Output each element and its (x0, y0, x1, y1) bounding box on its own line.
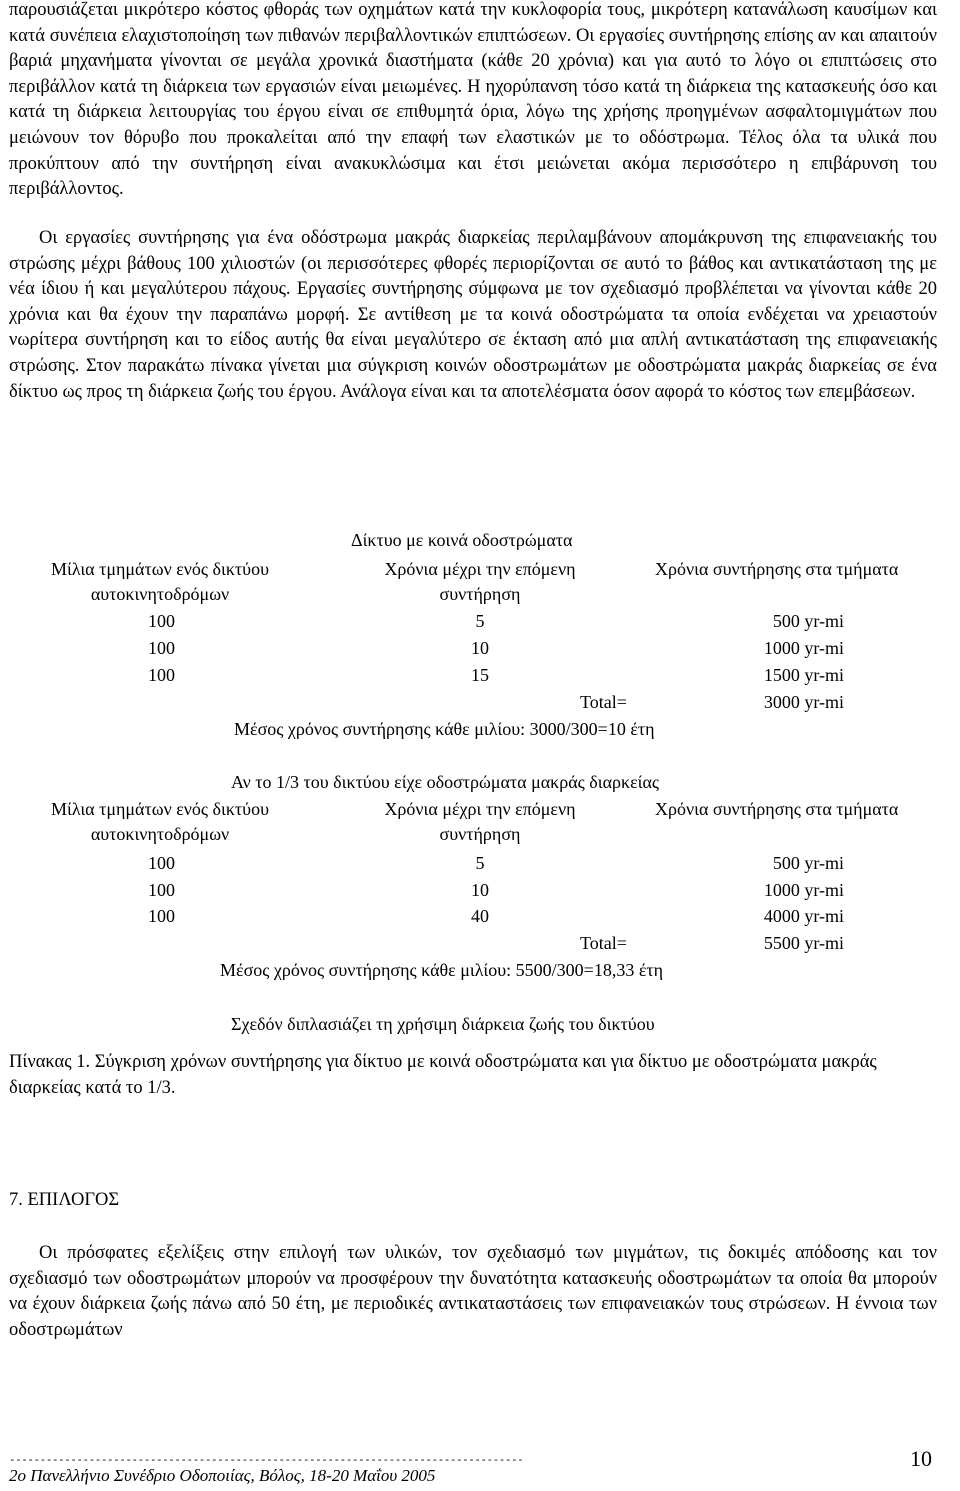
table1-col1-header-line1: Μίλια τμημάτων ενός δικτύου (50, 559, 269, 579)
table2-total-value: 5500 yr-mi (763, 933, 844, 953)
table-row-total: 1500 yr-mi (763, 665, 844, 685)
table-row-years: 10 (471, 638, 489, 658)
table1-col1-header-line2: αυτοκινητοδρόμων (90, 584, 230, 604)
table-row-years: 5 (475, 853, 485, 873)
table-row-total: 1000 yr-mi (763, 638, 844, 658)
table-row-total: 1000 yr-mi (763, 880, 844, 900)
table-row-years: 10 (471, 880, 489, 900)
table1-col2-header-line2: συντήρηση (439, 584, 521, 604)
table-row-total: 500 yr-mi (772, 611, 844, 631)
table2-col2-header-line2: συντήρηση (439, 824, 521, 844)
table-row-years: 40 (471, 906, 489, 926)
table-row-total: 4000 yr-mi (763, 906, 844, 926)
footer-divider: ------------------------------------------------------------------------------------ (9, 1453, 524, 1466)
table-row-years: 5 (475, 611, 485, 631)
table-row-miles: 100 (148, 611, 175, 631)
table-row-miles: 100 (148, 880, 175, 900)
table2-total-label: Total= (580, 933, 627, 953)
table-row-years: 15 (471, 665, 489, 685)
table-row-total: 500 yr-mi (772, 853, 844, 873)
table2-col1-header-line1: Μίλια τμημάτων ενός δικτύου (50, 799, 269, 819)
table2-col1-header-line2: αυτοκινητοδρόμων (90, 824, 230, 844)
section-heading: 7. ΕΠΙΛΟΓΟΣ (9, 1190, 120, 1210)
paragraph-maintenance: Οι εργασίες συντήρησης για ένα οδόστρωμα μακράς διαρκείας περιλαμβάνουν απομάκρυνση της επιφανειακής του στρώσης μέχρι βάθους 100 χιλιοστών (οι περισσότερες φθορές περιορίζονται σε αυτό το βάθος και αντικατάσταση της με νέα ίδιου ή και μεγαλύτερου πάχους. Εργασίες συντήρησης σύμφωνα με τον σχεδιασμό προβλέπεται να γίνονται κάθε 20 χρόνια και θα έχουν την παραπάνω μορφή. Σε αντίθεση με τα κοινά οδοστρώματα τα οποία ενδέχεται να χρειαστούν νωρίτερα συντήρηση και το είδος αυτής θα είναι μεγαλύτερο σε έκταση από μια απλή αντικατάσταση της επιφανειακής στρώσης. Στον παρακάτω πίνακα γίνεται μια σύγκριση κοινών οδοστρωμάτων με οδοστρώματα μακράς διαρκείας σε ένα δίκτυο ως προς τη διάρκεια ζωής του έργου. Ανάλογα είναι και τα αποτελέσματα όσον αφορά το κόστος των επεμβάσεων. (9, 228, 937, 402)
paragraph-conclusion: Οι πρόσφατες εξελίξεις στην επιλογή των υλικών, τον σχεδιασμό των μιγμάτων, τις δοκιμές απόδοσης και τον σχεδιασμό των οδοστρωμάτων μπορούν να προσφέρουν την δυνατότητα κατασκευής οδοστρωμάτων τα οποία θα μπορούν να έχουν διάρκεια ζωής πάνω από 50 έτη, με περιοδικές αντικαταστάσεις των επιφανειακών τους στρώσεων. Η έννοια των οδοστρωμάτων (9, 1243, 937, 1340)
table2-conclusion: Σχεδόν διπλασιάζει τη χρήσιμη διάρκεια ζωής του δικτύου (231, 1014, 655, 1034)
table1-title: Δίκτυο με κοινά οδοστρώματα (351, 530, 573, 550)
page-number: 10 (910, 1446, 932, 1471)
table-row-miles: 100 (148, 665, 175, 685)
table2-average: Μέσος χρόνος συντήρησης κάθε μιλίου: 5500/300=18,33 έτη (220, 960, 664, 980)
table-row-miles: 100 (148, 853, 175, 873)
table1-average: Μέσος χρόνος συντήρησης κάθε μιλίου: 3000/300=10 έτη (234, 719, 655, 739)
table1-col3-header: Χρόνια συντήρησης στα τμήματα (655, 559, 899, 579)
table1-total-label: Total= (580, 692, 627, 712)
table-caption: Πίνακας 1. Σύγκριση χρόνων συντήρησης για δίκτυο με κοινά οδοστρώματα και για δίκτυο με οδοστρώματα μακράς διαρκείας κατά το 1/3. (9, 1052, 877, 1098)
table1-col2-header-line1: Χρόνια μέχρι την επόμενη (384, 559, 576, 579)
footer-conference: 2ο Πανελλήνιο Συνέδριο Οδοποιίας, Βόλος, 18-20 Μαΐου 2005 (9, 1466, 436, 1485)
table2-col2-header-line1: Χρόνια μέχρι την επόμενη (384, 799, 576, 819)
table-row-miles: 100 (148, 906, 175, 926)
table2-title: Αν το 1/3 του δικτύου είχε οδοστρώματα μακράς διαρκείας (231, 772, 660, 792)
paragraph-environment: παρουσιάζεται μικρότερο κόστος φθοράς των οχημάτων κατά την κυκλοφορία τους, μικρότερη κατανάλωση καυσίμων και κατά συνέπεια ελαχιστοποίηση των πιθανών περιβαλλοντικών επιπτώσεων. Οι εργασίες συντήρησης επίσης αν και απαιτούν βαριά μηχανήματα γίνονται σε μεγάλα χρονικά διαστήματα (κάθε 20 χρόνια) και για αυτό το λόγο οι επιπτώσεις στο περιβάλλον κατά τη διάρκεια των εργασιών είναι μειωμένες. Η ηχορύπανση τόσο κατά τη διάρκεια της κατασκευής όσο και κατά τη διάρκεια λειτουργίας του έργου είναι σε επιθυμητά όρια, λόγω της χρήσης προηγμένων ασφαλτομιγμάτων που μειώνουν τον θόρυβο που προκαλείται από την επαφή των ελαστικών με το οδόστρωμα. Τέλος όλα τα υλικά που προκύπτουν από την συντήρηση είναι ανακυκλώσιμα και έτσι μειώνεται ακόμα περισσότερο η επιβάρυνση του περιβάλλοντος. (9, 0, 937, 200)
table2-col3-header: Χρόνια συντήρησης στα τμήματα (655, 799, 899, 819)
table-row-miles: 100 (148, 638, 175, 658)
table1-total-value: 3000 yr-mi (763, 692, 844, 712)
